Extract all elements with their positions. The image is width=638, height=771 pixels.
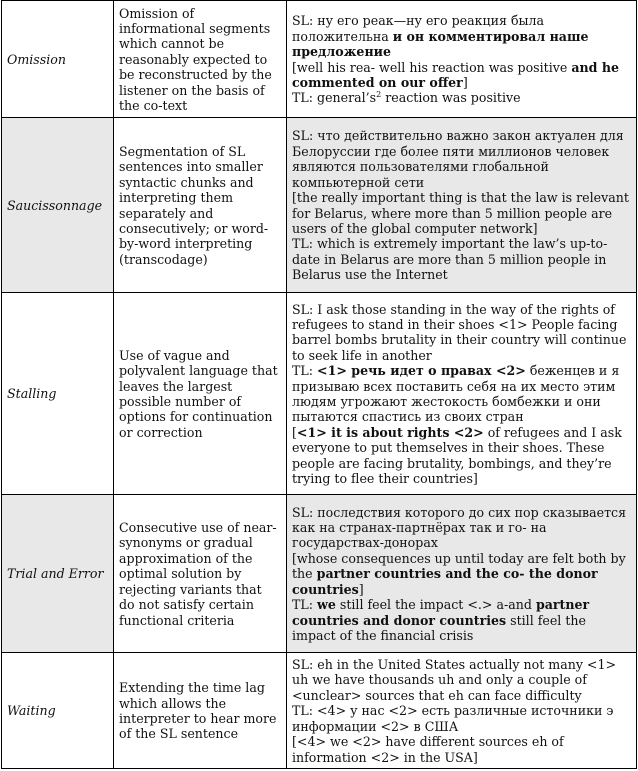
strategy-definition: Consecutive use of near-synonyms or gradual approximation of the optimal solution by rejecting variants that do not satisfy certain functional criteria bbox=[114, 495, 287, 653]
highlighted-text: <1> речь идет о правах <2> bbox=[317, 363, 526, 379]
highlighted-text: partner countries and donor countries bbox=[292, 597, 590, 628]
strategy-term: Omission bbox=[2, 1, 114, 118]
example-text: [<4> we <2> have different sources eh of information <2> in the USA] bbox=[292, 734, 564, 765]
table-row bbox=[2, 118, 637, 293]
strategies-table bbox=[1, 0, 637, 769]
example-text: SL: что действительно важно закон актуален для Белоруссии где более пяти миллионов человек являются пользователями глобальной компьютерной сети bbox=[292, 128, 624, 190]
highlighted-text: <1> it is about rights <2> bbox=[296, 424, 484, 440]
example-text: of refugees and I ask everyone to put themselves in their shoes. These people are facing brutality, bombings, and they’re trying to flee their countries] bbox=[292, 424, 622, 487]
example-text: TL: general’s bbox=[292, 90, 377, 106]
strategy-definition: Segmentation of SL sentences into smaller syntactic chunks and interpreting them separately and consecutively; or word-by-word interpreting (transcodage) bbox=[114, 118, 287, 293]
table-row bbox=[2, 495, 637, 653]
example-line bbox=[292, 505, 631, 551]
example-text: [whose consequences up until today are felt both by the bbox=[292, 550, 626, 582]
example-text: reaction was positive bbox=[381, 90, 521, 106]
example-text: still feel the impact <.> a-and bbox=[335, 597, 536, 613]
example-line bbox=[292, 128, 631, 190]
strategy-example bbox=[287, 1, 637, 118]
example-line bbox=[292, 363, 631, 425]
example-line bbox=[292, 703, 631, 734]
highlighted-text: we bbox=[317, 597, 336, 613]
example-line bbox=[292, 13, 631, 59]
example-text: [well his rea- well his reaction was positive bbox=[292, 59, 572, 75]
example-line bbox=[292, 425, 631, 487]
example-line bbox=[292, 734, 631, 765]
example-line bbox=[292, 657, 631, 703]
table-row bbox=[2, 293, 637, 495]
example-text: [the really important thing is that the law is relevant for Belarus, where more than 5 million people are users of the global computer network] bbox=[292, 190, 629, 236]
table-row bbox=[2, 653, 637, 769]
strategy-definition: Extending the time lag which allows the interpreter to hear more of the SL sentence bbox=[114, 653, 287, 769]
example-text: SL: ну его реак—ну его реакция была положительна bbox=[292, 13, 545, 44]
example-line bbox=[292, 60, 631, 91]
example-text: SL: eh in the United States actually not many <1> uh we have thousands uh and only a couple of <unclear> sources that eh can face difficulty bbox=[292, 657, 617, 703]
strategy-term: Trial and Error bbox=[2, 495, 114, 653]
strategy-term: Saucissonnage bbox=[2, 118, 114, 293]
example-text: TL: <4> у нас <2> есть различные источники э информации <2> в США bbox=[292, 703, 614, 734]
example-line bbox=[292, 302, 631, 364]
example-text: SL: последствия которого до сих пор сказывается как на странах-партнёрах так и го- на государствах-донорах bbox=[292, 504, 627, 551]
example-line bbox=[292, 236, 631, 282]
table-row bbox=[2, 1, 637, 118]
example-line bbox=[292, 551, 631, 597]
footnote-marker: 2 bbox=[376, 90, 382, 100]
example-text: ] bbox=[462, 74, 468, 90]
strategy-term: Stalling bbox=[2, 293, 114, 495]
example-text: беженцев и я призываю всех поставить себя на их место этим людям угрожают жестокость бомбежки и они пытаются спастись из своих стран bbox=[292, 363, 620, 425]
example-text: SL: I ask those standing in the way of the rights of refugees to stand in their shoes <1> People facing barrel bombs brutality in their country will continue to seek life in another bbox=[292, 301, 627, 363]
strategy-example bbox=[287, 653, 637, 769]
example-text: TL: which is extremely important the law’s up-to-date in Belarus are more than 5 million people in Belarus use the Internet bbox=[292, 236, 608, 283]
example-line bbox=[292, 597, 631, 643]
highlighted-text: and he commented on our offer bbox=[292, 59, 620, 90]
strategy-example bbox=[287, 118, 637, 293]
strategy-term: Waiting bbox=[2, 653, 114, 769]
example-text: ] bbox=[358, 581, 364, 597]
strategy-example bbox=[287, 495, 637, 653]
example-text: TL: bbox=[292, 597, 318, 613]
highlighted-text: partner countries and the co- the donor countries bbox=[292, 566, 598, 597]
strategy-definition: Use of vague and polyvalent language that leaves the largest possible number of options for continuation or correction bbox=[114, 293, 287, 495]
example-text: [ bbox=[292, 424, 297, 440]
example-line bbox=[292, 190, 631, 236]
example-text: TL: bbox=[292, 363, 318, 379]
strategy-example bbox=[287, 293, 637, 495]
highlighted-text: и он комментировал наше предложение bbox=[292, 28, 589, 60]
strategy-definition: Omission of informational segments which cannot be reasonably expected to be reconstructed by the listener on the basis of the co-text bbox=[114, 1, 287, 118]
example-line bbox=[292, 90, 631, 105]
example-text: still feel the impact of the financial crisis bbox=[292, 612, 586, 643]
